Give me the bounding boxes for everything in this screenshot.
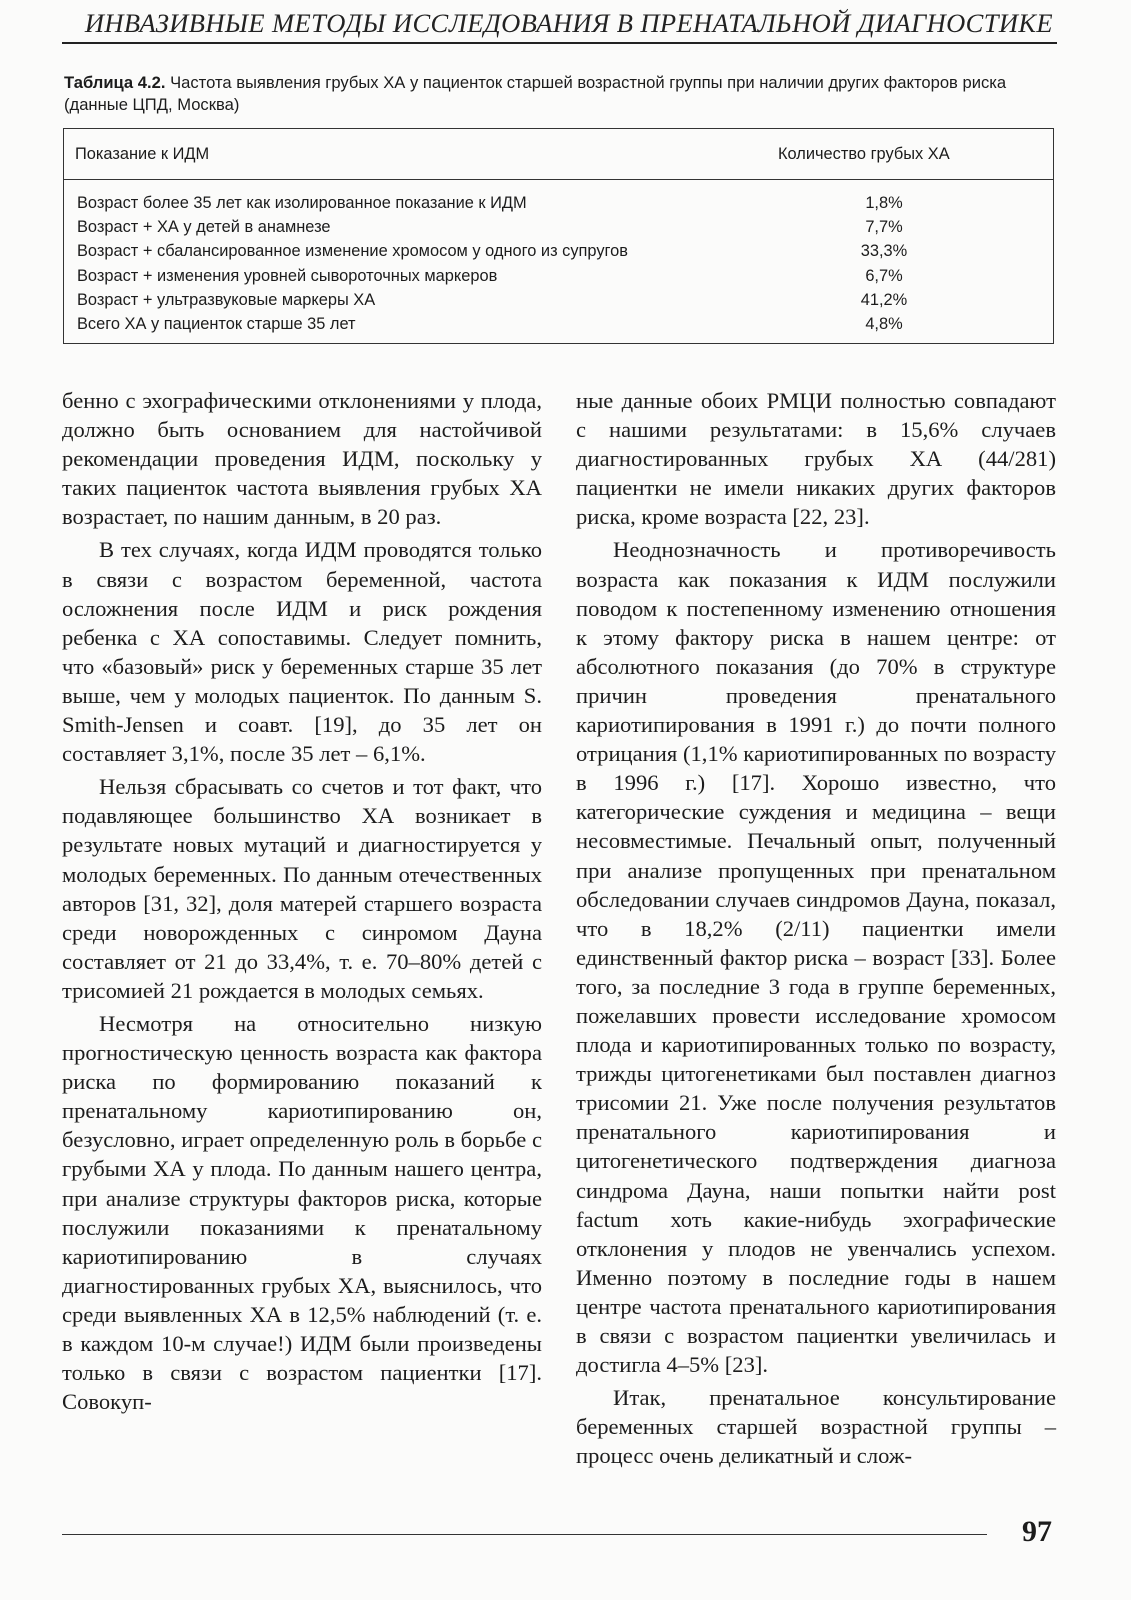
table-cell-value: 33,3% (860, 242, 908, 261)
table-cell-value: 4,8% (865, 314, 903, 333)
table-cell-indication: Возраст + изменения уровней сывороточных маркеров (77, 266, 498, 285)
table-cell-value: 41,2% (860, 290, 908, 309)
table-body (64, 191, 1053, 336)
table-row (64, 215, 1053, 239)
table-header-row (64, 129, 1053, 180)
footer-rule (62, 1534, 987, 1535)
table-header-indication: Показание к ИДМ (75, 145, 210, 163)
body-column-left (62, 386, 542, 1416)
data-table (63, 128, 1054, 344)
page-number: 97 (1022, 1515, 1052, 1548)
table-cell-value: 6,7% (865, 266, 903, 285)
paragraph: В тех случаях, когда ИДМ проводятся только в связи с возрастом беременной, частота осложнения после ИДМ и риск рождения ребенка с ХА сопоставимы. Следует помнить, что «базовый» риск у беременных старше 35 лет выше, чем у молодых пациенток. По данным S. Smith-Jensen и соавт. [19], до 35 лет он составляет 3,1%, после 35 лет – 6,1%. (62, 537, 542, 767)
paragraph: Нельзя сбрасывать со счетов и тот факт, что подавляющее большинство ХА возникает в результате новых мутаций и диагностируется у молодых беременных. По данным отечественных авторов [31, 32], доля матерей старшего возраста среди новорожденных с синромом Дауна составляет от 21 до 33,4%, т. е. 70–80% детей с трисомией 21 рождается в молодых семьях. (62, 774, 542, 1003)
table-cell-indication: Возраст + ультразвуковые маркеры ХА (77, 290, 376, 309)
paragraph: ные данные обоих РМЦИ полностью совпадают с нашими результатами: в 15,6% случаев диагностированных грубых ХА (44/281) пациентки не имели никаких других факторов риска, кроме возраста [22, 23]. (576, 388, 1056, 530)
table-caption-label: Таблица 4.2. (64, 73, 166, 92)
paragraph: Итак, пренатальное консультирование беременных старшей возрастной группы – процесс очень деликатный и слож- (576, 1385, 1056, 1469)
running-header-title: ИНВАЗИВНЫЕ МЕТОДЫ ИССЛЕДОВАНИЯ В ПРЕНАТАЛЬНОЙ ДИАГНОСТИКЕ (84, 8, 1053, 38)
table-row (64, 264, 1053, 288)
paragraph: Неоднозначность и противоречивость возраста как показания к ИДМ послужили поводом к постепенному изменению отношения к этому фактору риска в нашем центре: от абсолютного показания (до 70% в структуре причин проведения пренатального кариотипирования в 1991 г.) до почти полного отрицания (1,1% кариотипированных по возрасту в 1996 г.) [17]. Хорошо известно, что категорические суждения и медицина – вещи несовместимые. Печальный опыт, полученный при анализе пропущенных при пренатальном обследовании случаев синдромов Дауна, показал, что в 18,2% (2/11) пациентки имели единственный фактор риска – возраст [33]. Более того, за последние 3 года в группе беременных, пожелавших провести исследование хромосом плода и кариотипированных только по возрасту, трижды цитогенетиками был поставлен диагноз трисомии 21. Уже после получения результатов пренатального кариотипирования и цитогенетического подтверждения диагноза синдрома Дауна, наши попытки найти post factum хоть какие-нибудь эхографические отклонения у плодов не увенчались успехом. Именно поэтому в последние годы в нашем центре частота пренатального кариотипирования в связи с возрастом пациентки увеличилась и достигла 4–5% [23]. (576, 537, 1056, 1378)
table-cell-indication: Возраст более 35 лет как изолированное показание к ИДМ (77, 194, 527, 212)
paragraph: Несмотря на относительно низкую прогностическую ценность возраста как фактора риска по формированию показаний к пренатальному кариотипированию он, безусловно, играет определенную роль в борьбе с грубыми ХА у плода. По данным нашего центра, при анализе структуры факторов риска, которые послужили показаниями к пренатальному кариотипированию в случаях диагностированных грубых ХА, выяснилось, что среди выявленных ХА в 12,5% наблюдений (т. е. в каждом 10-м случае!) ИДМ были произведены только в связи с возрастом пациентки [17]. Совокуп- (62, 1010, 542, 1415)
table-row (64, 239, 1053, 263)
table-caption-text: Частота выявления грубых ХА у пациенток старшей возрастной группы при наличии других факторов риска (данные ЦПД, Москва) (64, 73, 1007, 114)
table-caption (64, 72, 1059, 116)
table-row (64, 191, 1053, 215)
table-cell-value: 7,7% (865, 218, 903, 237)
table-header-count: Количество грубых ХА (778, 145, 950, 163)
table-cell-indication: Возраст + ХА у детей в анамнезе (77, 218, 331, 237)
running-header (62, 6, 1057, 44)
body-column-right (576, 386, 1056, 1470)
table-cell-indication: Всего ХА у пациенток старше 35 лет (77, 314, 356, 333)
paragraph: бенно с эхографическими отклонениями у плода, должно быть основанием для настойчивой рекомендации проведения ИДМ, поскольку у таких пациенток частота выявления грубых ХА возрастает, по нашим данным, в 20 раз. (62, 388, 542, 530)
table-cell-value: 1,8% (865, 194, 903, 212)
table-row (64, 312, 1053, 336)
table-row (64, 288, 1053, 312)
table-cell-indication: Возраст + сбалансированное изменение хромосом у одного из супругов (77, 242, 628, 261)
